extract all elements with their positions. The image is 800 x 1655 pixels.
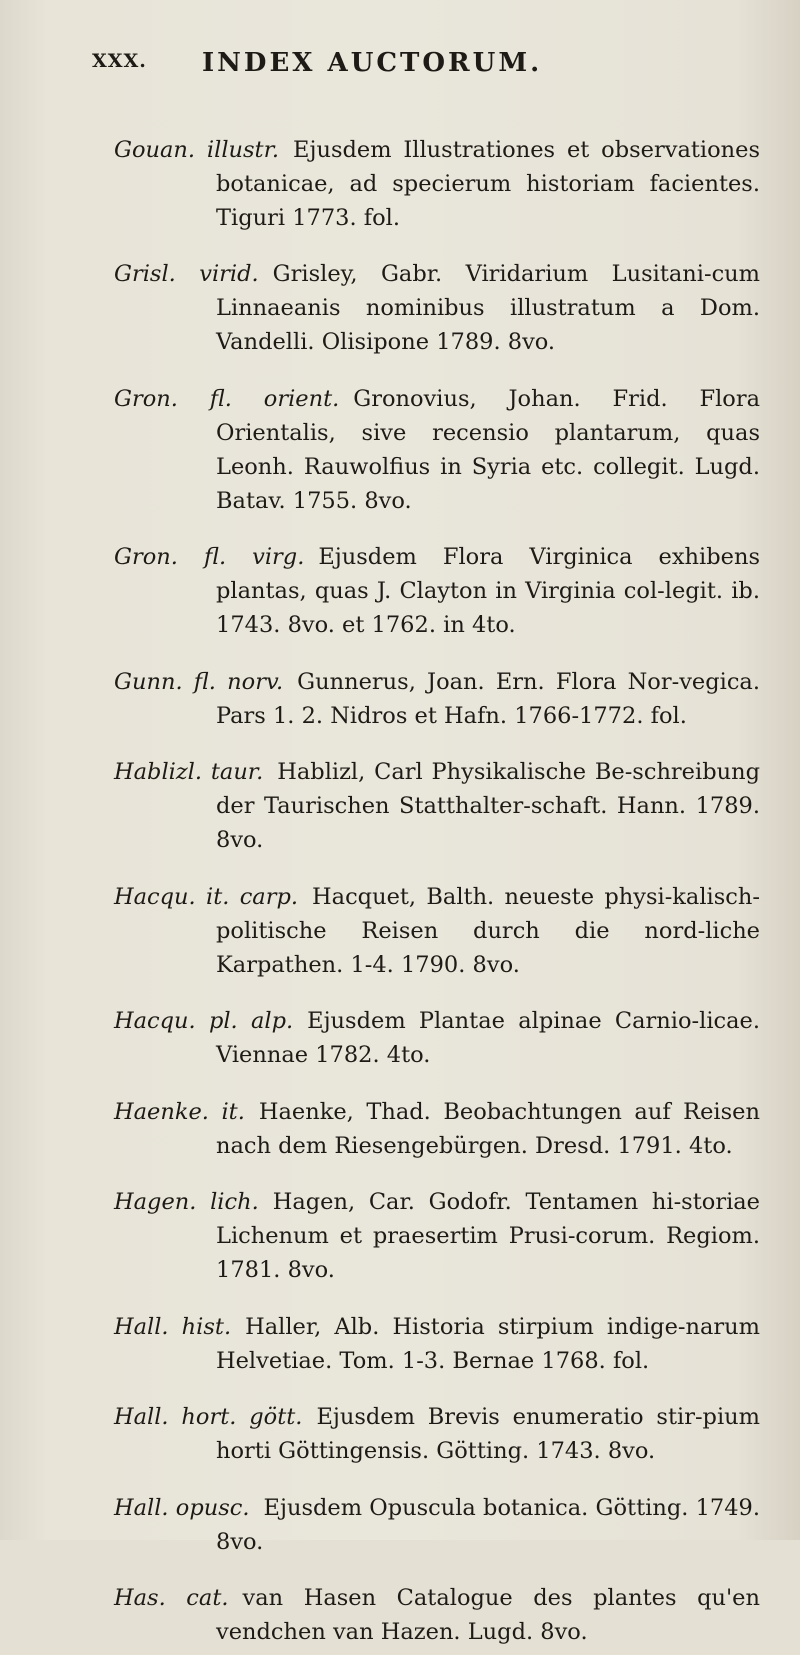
index-entry [0,755,800,857]
index-entries [0,110,800,1655]
entry-citation: Ejusdem Brevis enumeratio stir-pium horti Göttingensis. Götting. 1743. 8vo. [216,1404,760,1464]
page-number: XXX. [92,50,147,72]
index-entry [0,540,800,642]
entry-abbreviation: Grisl. virid. [114,261,259,287]
entry-citation: Grisley, Gabr. Viridarium Lusitani-cum Linnaeanis nominibus illustratum a Dom. Vandelli. Olisipone 1789. 8vo. [216,261,760,355]
entry-abbreviation: Hagen. lich. [114,1189,259,1215]
entry-abbreviation: Haenke. it. [114,1098,245,1125]
running-title: INDEX AUCTORUM. [202,48,543,78]
entry-abbreviation: Gouan. illustr. [114,136,280,163]
entry-abbreviation: Hacqu. it. carp. [114,883,299,910]
index-entry [0,382,800,518]
entry-citation: Hagen, Car. Godofr. Tentamen hi-storiae Lichenum et praesertim Prusi-corum. Regiom. 1781. 8vo. [216,1189,760,1283]
entry-abbreviation: Gron. fl. virg. [114,544,305,570]
entry-abbreviation: Hablizl. taur. [114,759,264,785]
entry-citation: Gunnerus, Joan. Ern. Flora Nor-vegica. Pars 1. 2. Nidros et Hafn. 1766-1772. fol. [216,668,760,729]
entry-citation: Haller, Alb. Historia stirpium indige-narum Helvetiae. Tom. 1-3. Bernae 1768. fol. [216,1313,760,1374]
entry-citation: Hablizl, Carl Physikalische Be-schreibung der Taurischen Statthalter-schaft. Hann. 1789. 8vo. [216,759,760,853]
entry-abbreviation: Has. cat. [114,1585,229,1611]
index-entry [0,133,800,235]
index-entry [0,1581,800,1649]
entry-citation: Ejusdem Illustrationes et observationes botanicae, ad specierum historiam facientes. Tiguri 1773. fol. [216,136,760,231]
entry-citation: Ejusdem Flora Virginica exhibens plantas, quas J. Clayton in Virginia col-legit. ib. 1743. 8vo. et 1762. in 4to. [216,544,761,638]
index-entry [0,1004,800,1072]
index-entry [0,1185,800,1287]
entry-citation: Haenke, Thad. Beobachtungen auf Reisen nach dem Riesengebürgen. Dresd. 1791. 4to. [216,1098,760,1159]
index-entry [0,665,800,733]
index-entry [0,1310,800,1378]
entry-abbreviation: Hall. hist. [114,1313,232,1340]
index-entry [0,1400,800,1468]
entry-citation: Ejusdem Plantae alpinae Carnio-licae. Viennae 1782. 4to. [216,1008,760,1068]
index-entry [0,880,800,982]
entry-abbreviation: Hall. opusc. [114,1494,250,1521]
entry-abbreviation: Gron. fl. orient. [114,385,340,412]
entry-abbreviation: Hacqu. pl. alp. [114,1008,294,1034]
entry-citation: Ejusdem Opuscula botanica. Götting. 1749. 8vo. [216,1494,760,1555]
index-entry [0,257,800,359]
entry-citation: van Hasen Catalogue des plantes qu'en vendchen van Hazen. Lugd. 8vo. [216,1585,760,1645]
entry-abbreviation: Gunn. fl. norv. [114,668,284,695]
entry-citation: Gronovius, Johan. Frid. Flora Orientalis, sive recensio plantarum, quas Leonh. Rauwolfius in Syria etc. collegit. Lugd. Batav. 1755. 8vo. [216,385,760,514]
entry-citation: Hacquet, Balth. neueste physi-kalisch-politische Reisen durch die nord-liche Karpathen. 1-4. 1790. 8vo. [216,883,760,978]
page-header [92,48,732,82]
index-entry [0,1491,800,1559]
entry-abbreviation: Hall. hort. gött. [114,1404,303,1430]
index-entry [0,1095,800,1163]
